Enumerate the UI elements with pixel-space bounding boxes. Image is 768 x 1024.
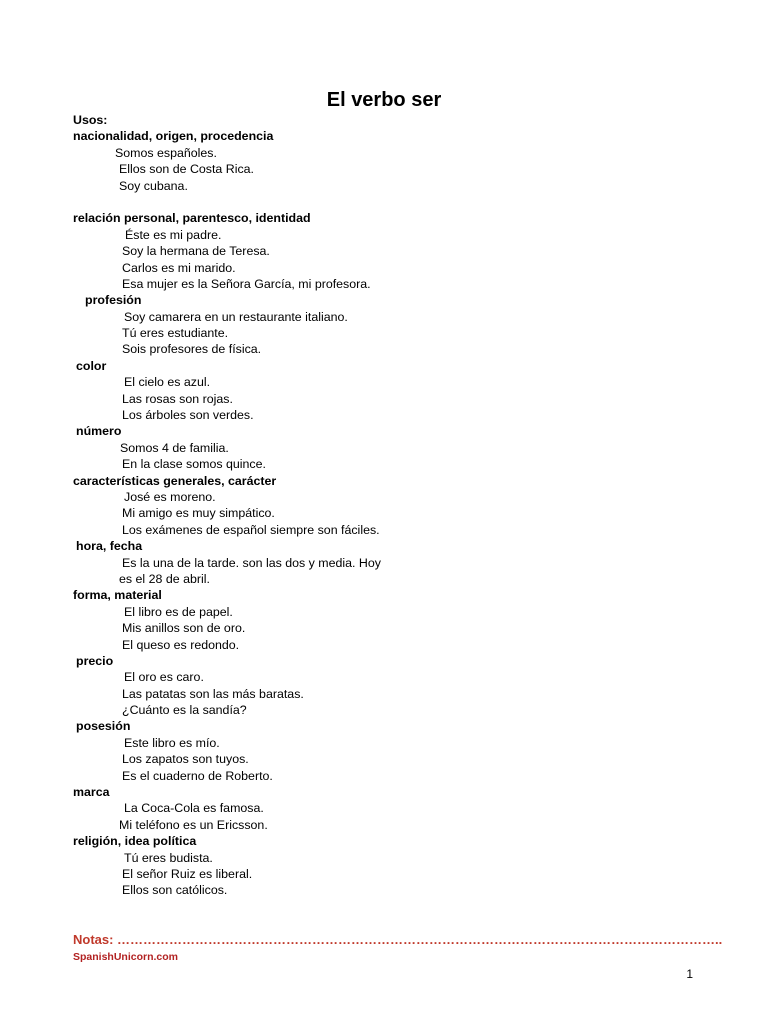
example-sentence: Mi teléfono es un Ericsson.: [119, 817, 268, 832]
section-heading: hora, fecha: [76, 539, 143, 554]
section-heading: características generales, carácter: [73, 473, 277, 488]
example-sentence: Ellos son de Costa Rica.: [119, 162, 254, 177]
example-sentence: El señor Ruiz es liberal.: [122, 866, 253, 881]
document-body: [73, 112, 713, 899]
section-heading: posesión: [76, 719, 131, 734]
section-heading: religión, idea política: [73, 834, 197, 849]
section-heading: profesión: [85, 293, 142, 308]
section-heading: color: [76, 358, 107, 373]
example-sentence: La Coca-Cola es famosa.: [124, 801, 264, 816]
example-sentence: Tú eres estudiante.: [122, 326, 229, 341]
example-sentence: Tú eres budista.: [124, 850, 213, 865]
example-sentence: Mis anillos son de oro.: [122, 621, 246, 636]
page-number: 1: [686, 967, 693, 981]
example-sentence: Las rosas son rojas.: [122, 391, 233, 406]
site-credit[interactable]: SpanishUnicorn.com: [73, 951, 179, 963]
example-sentence: Soy la hermana de Teresa.: [122, 244, 270, 259]
section-heading: precio: [76, 653, 114, 668]
example-sentence: Éste es mi padre.: [125, 227, 222, 242]
example-sentence: Mi amigo es muy simpático.: [122, 506, 275, 521]
example-sentence: Somos 4 de familia.: [120, 440, 229, 455]
example-sentence: El libro es de papel.: [124, 604, 233, 619]
section-heading: Usos:: [73, 113, 108, 127]
blank-line: [73, 194, 713, 210]
example-sentence: es el 28 de abril.: [119, 571, 210, 586]
example-sentence: Carlos es mi marido.: [122, 260, 236, 275]
example-sentence: Sois profesores de física.: [122, 342, 262, 357]
section-heading: relación personal, parentesco, identidad: [73, 211, 311, 226]
example-sentence: Es el cuaderno de Roberto.: [122, 768, 273, 783]
section-heading: forma, material: [73, 588, 162, 603]
example-sentence: El cielo es azul.: [124, 375, 211, 390]
example-sentence: ¿Cuánto es la sandía?: [122, 703, 247, 718]
example-sentence: Las patatas son las más baratas.: [122, 686, 304, 701]
section-heading: número: [76, 424, 122, 439]
example-sentence: Los exámenes de español siempre son fáciles.: [122, 522, 380, 537]
section-heading: marca: [73, 785, 110, 800]
example-sentence: Es la una de la tarde. son las dos y media. Hoy: [122, 555, 381, 570]
example-sentence: El oro es caro.: [124, 670, 204, 685]
example-sentence: Este libro es mío.: [124, 735, 220, 750]
example-sentence: José es moreno.: [124, 489, 216, 504]
example-sentence: En la clase somos quince.: [122, 457, 266, 472]
example-sentence: Ellos son católicos.: [122, 883, 228, 898]
example-sentence: Esa mujer es la Señora García, mi profesora.: [122, 276, 371, 291]
section-heading: nacionalidad, origen, procedencia: [73, 129, 274, 144]
example-sentence: Los zapatos son tuyos.: [122, 752, 249, 767]
example-sentence: Soy cubana.: [119, 178, 188, 193]
example-sentence: Soy camarera en un restaurante italiano.: [124, 309, 348, 324]
page-title: El verbo ser: [326, 89, 442, 111]
example-sentence: Somos españoles.: [115, 145, 217, 160]
notes-line: Notas: …………………………………………………………………………………………………………………………..: [73, 932, 723, 947]
example-sentence: El queso es redondo.: [122, 637, 240, 652]
example-sentence: Los árboles son verdes.: [122, 408, 254, 423]
